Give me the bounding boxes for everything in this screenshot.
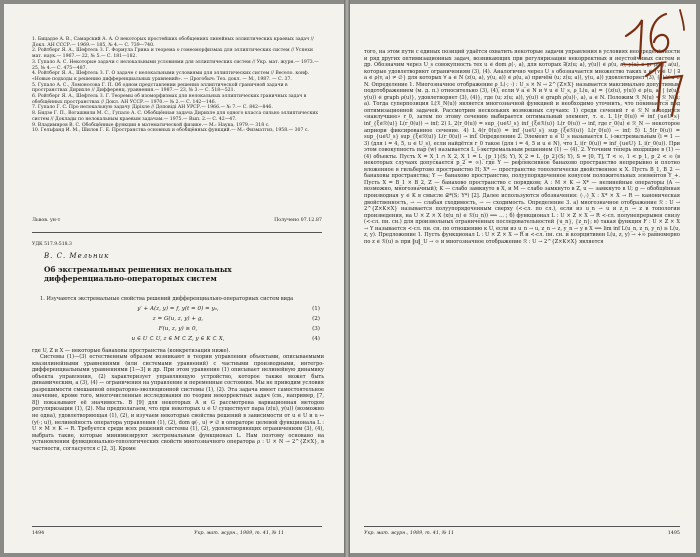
equation-number: (3) bbox=[312, 325, 320, 332]
equation-1 bbox=[32, 306, 324, 316]
reference-item: 1. Бицадзе А. В., Самарский А. А. О некоторых простейших обобщениях линейных эллиптических краевых задач // Докл. АН СССР.— 1969.— 185, № 4.— С. 739—740. bbox=[32, 37, 314, 48]
equation-3 bbox=[32, 326, 324, 336]
left-page bbox=[4, 4, 344, 553]
paragraph: 1. Изучаются экстремальные свойства решений дифференциально-операторных систем вида bbox=[40, 296, 294, 302]
equation-number: (4) bbox=[312, 335, 320, 342]
journal-citation: Укр. мат. журн., 1989, т. 41, № 11 bbox=[194, 531, 285, 536]
article-title: Об экстремальных решениях нелокальных дифференциально-операторных систем bbox=[44, 265, 232, 283]
footer-rule bbox=[32, 526, 322, 527]
place: Львов. ун-т bbox=[32, 218, 61, 223]
page-number: 1495 bbox=[667, 531, 680, 536]
reference-item: 5. Гупало А. С., Ломоносова Г. П. Об одном представлении решения эллиптической граничной задачи в пространствах Дирихле // Дифференц. уравнения.— 1987.— 23, № 3.— С. 518—521. bbox=[32, 82, 288, 94]
reference-item: 10. Гельфанд И. М., Шилов Г. Е. Пространства основных и обобщённых функций.— М.: Физматгиз, 1958.— 307 с. bbox=[32, 128, 309, 134]
divider bbox=[32, 232, 322, 233]
equation-formula: u ∈ U ⊂ U, z ∈ M ⊂ Z, y ∈ K ⊂ X, bbox=[131, 335, 225, 342]
reference-item: 2. Ройтберг Я. А., Шефтель З. Г. Формула Грина и теорема о гомеоморфизмах для эллиптических систем // Успехи мат. наук.— 1967.— 22, № 5.— С. 181—182. bbox=[32, 48, 313, 60]
journal-citation: Укр. мат. журн., 1989, т. 41, № 11 bbox=[364, 531, 455, 536]
receipt-line bbox=[32, 218, 322, 223]
reference-list bbox=[32, 37, 322, 134]
page-number: 1494 bbox=[32, 531, 45, 536]
journal-footer bbox=[364, 531, 454, 536]
equation-formula: F(u, z, y) ≥ 0, bbox=[158, 325, 198, 332]
reference-item: 7. Гупало Г. С. Про нелокальную задачу Діріхле // Доповіді АН УРСР.— 1966.— № 7.— С. 842—846. bbox=[32, 105, 273, 111]
reference-item: 9. Владимиров В. С. Обобщённые функции в математической физике.— М.: Наука, 1979.— 318 с. bbox=[32, 122, 270, 128]
udk-code: УДК 517.9:518.3 bbox=[32, 242, 72, 247]
footer-rule bbox=[364, 526, 680, 527]
journal-footer bbox=[194, 531, 284, 536]
reference-item: 4. Ройтберг Я. А., Шефтель З. Г. О задаче с нелокальными условиями для эллиптических систем // Весело. конф. «Новые подходы к решению дифференциальных уравнений». — Дрогобыч: Тез. докл. — М., 1987. — С. 37. bbox=[32, 71, 310, 82]
reference-item: 6. Ройтберг Я. А., Шефтель З. Г. Теоремы об изоморфизмах для нелокальных эллиптических граничных задач в обобщённых пространствах // Докл. АН УССР.— 1970.— № 2.— С. 142—146. bbox=[32, 94, 307, 105]
article-body-continued: того, на этом пути с единых позиций удаётся охватить некоторые задачи управления в условиях неопределённости и ряд других оптимизационных задач, возникающих при регуляризации некорректных и неустойчивых систем и др. Обозначим через U_s совокупность тех u ∈ dom ρ(·, a), для которых ∃(z(u; a), y(u)) ∈ ρ(u, a), y(u) ∈ gr ρ(u), a(u), которые удовлетворяют ограничениям (3), (4). Аналогично через U_s обозначается множество таких u ∈ {v ∈ U | ∃ a ∈ ρ(v, a) ≠ ∅} для которых ∀ a ∈ N (z(u, a), y(u, a)) ∈ ρ(u, a) причём (u; z(u; a)), y(u, a)) удовлетворяет (3), (4) ∀ a ∈ N. Определение 1. Многозначное отображение ρ_L(·; ·) : U_s × N → 2^{Z×X} называется максимально допустимым подотображением (м. д. п.) относительно (3), (4), если ∀ a ∈ N и ∀ u ∈ U_s, ρ_L(u, a) = {(z(u), y(u)) ∈ ρ(u, a) | (z(u), y(u)) ∈ graph ρ(u)}, удовлетворяет (3), (4)}, где (u; z(u; a)), y(u)) ∈ graph ρ(u)(·, a), a ∈ N. Положим ℛ_N(u) = ℛ_N(u; a). Тогда суперпозиция L(ℛ_N(u)) является многозначной функцией и необходимо уточнить, что понимается под оптимизационной задачей. Рассмотрим нескольких возможных случаях: 1) среди сечений r ∈ ℛ_N находится «наилучшее» r_0, затем по этому сечению выбирается оптимальный элемент, т. е. L_1(r_0(u)) = inf_{u∈U_s} inf_{ξ∈ℛ(u)} L(r_0(u)) → inf; 2) L_2(r_0(u)) = sup_{u∈U_s} inf_{ξ∈ℛ(u)} L(r_0(u)) → inf, где r_0(u) ∈ ℛ_N — некоторое априори фиксированное сечение. 4) L_4(r_0(u)) = inf_{u∈U_s} sup_{ξ∈ℛ(u)} L(r_0(u)) → inf; 5) L_5(r_0(u)) = sup_{u∈U_s} sup_{ξ∈ℛ(u)} L(r_0(u)) → inf. Определение 2. Элемент u ∈ U_s называется L_i-экстремальным (i = 1 — 3) (для i = 4, 5, u ∈ U_s), если найдётся r_0 такое (для i = 4, 5 и u ∈ N), что L_i(r_0(u)) = inf_{u∈U} L_i(r_0(u)). При этом совокупность пар (w) называется L_i-экстремальным решением (1) — (4). 2. Уточним теперь входящие в (1) — (4) объекты. Пусть X = X_1 ∩ X_2, X_1 = L_{p_1}(S; Y), X_2 = L_{p_2}(S; Y), S = [0, T], T < ∞, 1 < p_1, p_2 < ∞ (в некоторых случаях допускается p_2 = ∞). где Y — рефлексивное банахово пространство непрерывно и плотно вложенное в гильбертово пространство H; X* — пространство топологически двойственное к X. Пусть B_1, B_2 — банаховы пространства; Y — банахово пространство, полуупорядоченное конусом положительных элементов Y_+. Пусть X = B_1 × B_2, Z — банахово пространство с порядком; A : M × K → X* — нелинейные операторы (A — возможно, многозначный); K — слабо замкнуто в X, и M — слабо замкнуто в Z, u — замкнуто в U; g — обобщённая производная y ∈ K в смысле 𝒟*(S; Y*) [2]. Далее используются обозначения: ⟨·,·⟩_X : X* × X → R — каноническая двойственность, → — слабая сходимость, ⇀ — сходимость. Определение 3. а) многозначное отображение ℛ : U → 2^{Z×K×X} называется полуупорядоченным сверху (≺-сл. по сл.), если из u_n → u и z_n → z в топологии произведения, на U × Z × X (х(u_n) ∈ ℛ(u_n)) ⟹ ... ; б) функционал L : U × Z × X → R ≺-сл. полунепрерывен снизу (≺-сл. пн. сн.) для произвольных ограниченных последовательностей {u_n}, {z_n}; в) такая функция F : U × Z × X → Y называется ≺-сл. пн. сн. по отношению к U, если из u_n → u, z_n ⇀ z, y_n ⇀ y в X ⟹ lim inf L(u_n, z_n, y_n) ≥ L(u, z, y). Предложение 1. Пусть функционал L : U × Z × X → R и ≺-сл. пн. сн. и коэрцитивен L(u, z, y) → +∞ равномерно по z ∈ ℛ(u) ≥ при ‖u‖_U → ∞ и многозначное отображение ℛ : U → 2^{Z×K×X} является bbox=[364, 49, 680, 245]
equation-4 bbox=[32, 336, 324, 346]
paragraph: где U, Z и X — некоторые банаховы пространства (конкретизация ниже). bbox=[32, 347, 231, 354]
paragraph: Системы (1)—(3) естественным образом возникают в теории управления объектами, описываемыми квазилинейными уравнениями (или системами уравнений) с частными производными, интегро-дифференциальными уравнениями [1—3] и др. При этом уравнение (1) описывает нелинейную динамику объекта управления, (2) характеризует управляющую устройство, которое также может быть динамическим, а (3), (4) — ограничения на управление и переменные состояния. Мы не приводим условия разрешимости смешанной операторно-эволюционной системы (1), (2). Эта задача имеет самостоятельное значение, кроме того, многочисленные исследования по теории некорректных задач (см., например, [7, 8]) показывают её значимость. В [9] для некоторых A и G рассмотрена вариационная методом регуляризации (1), (2). Мы предполагаем, что при некоторых u ∈ U существует пара (z(u), y(u)) (возможно не одна), удовлетворяющая (1), (2), и изучаем некоторые свойства решений в зависимости от u ∈ U и u ↦ (y(·; u)), нелинейность оператора управления (1), (2), dom φ(·, u) ≠ ∅ в операторе целевой функционала L : U × M × K → R. Требуется среди всех решений системы (1), (2), удовлетворяющих ограничениям (3), (4), выбрать такие, которые минимизируют экстремальным функционал L. Нам поэтому основано на установлении функционально-топологических свойств многозначного оператора ρ : U × N → 2^{Z×X}, в частности, согласуется с [2, 3]. Кроме bbox=[32, 354, 325, 452]
right-page bbox=[350, 4, 696, 553]
reference-item: 3. Гупало А. С. Некоторые задачи с нелокальными условиями для эллиптических систем // Укр. мат. журн.— 1973.— 25, № 4.— С. 475—487. bbox=[32, 59, 319, 71]
reference-item: 8. Бидзе Г. П., Вогашвили М. С., Гупало А. С. Обобщённая задача Дирихле для одного класса сильно эллиптических систем // Доклады по нелокальным краевым задачам.— 1975.— Вып. 2.— С. 42—47. bbox=[32, 111, 318, 122]
equation-formula: y′ + A(z, y) = f, y(t = 0) = y₀, bbox=[137, 305, 219, 312]
article-author: В. С. Мельник bbox=[44, 252, 110, 260]
equation-2 bbox=[32, 316, 324, 326]
equation-number: (1) bbox=[312, 305, 320, 312]
article-body bbox=[32, 296, 324, 452]
equation-number: (2) bbox=[312, 315, 320, 322]
equation-formula: z = G(u, z, y) + g, bbox=[152, 315, 204, 322]
received-date: Получено 07.12.87 bbox=[274, 218, 322, 223]
